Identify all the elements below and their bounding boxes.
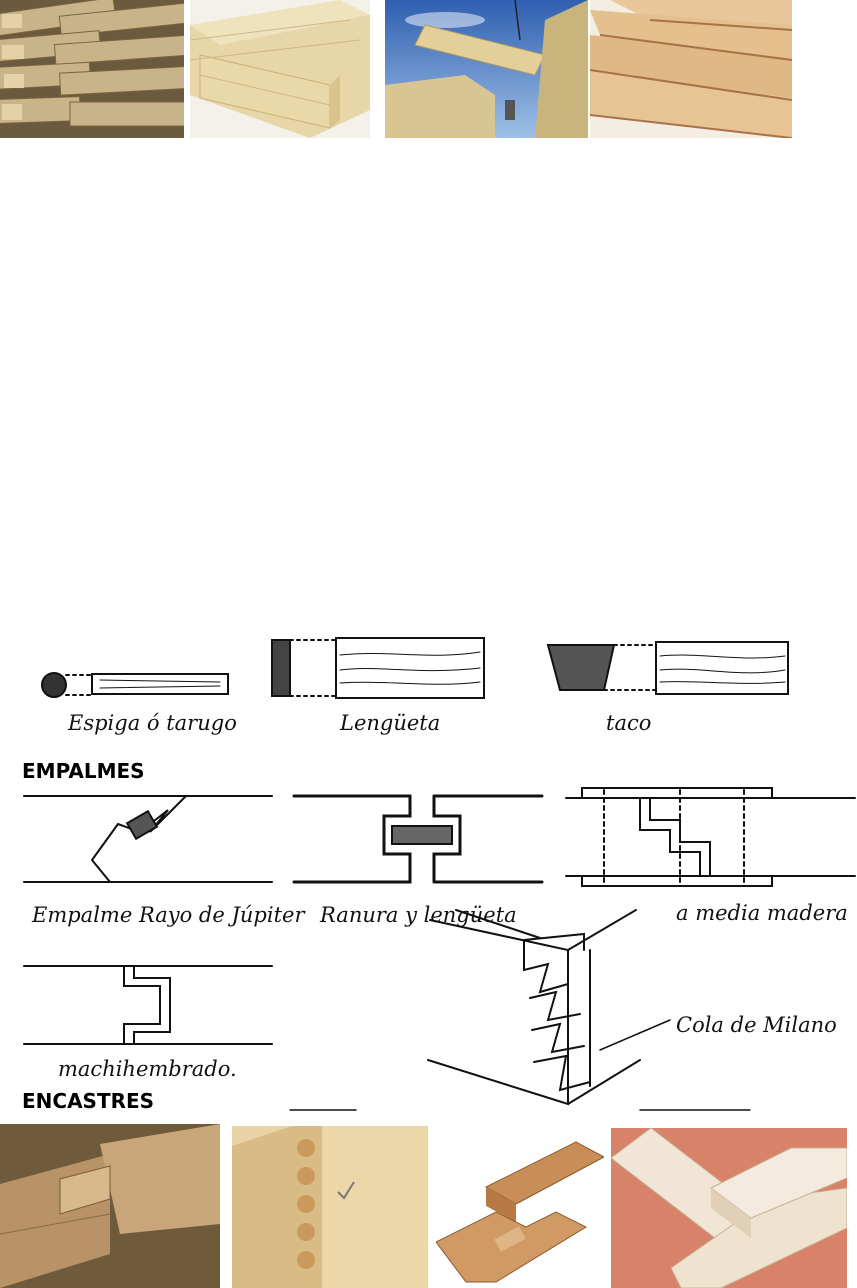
block-section (548, 645, 614, 690)
block-board (656, 642, 788, 694)
photo-laminated-beams (190, 0, 370, 138)
label-espiga: Espiga ó tarugo (68, 711, 237, 735)
photo-stacked-lumber (0, 0, 184, 138)
dowel-section (42, 673, 66, 697)
label-taco: taco (606, 711, 652, 735)
label-lengueta: Lengüeta (340, 711, 441, 735)
tongue-board (336, 638, 484, 698)
photo-lap-joint (436, 1132, 604, 1288)
heading-encastres: ENCASTRES (22, 1089, 155, 1113)
label-machihembrado: machihembrado. (58, 1057, 237, 1081)
dowel-bar (92, 674, 228, 694)
label-ranura-lengueta: Ranura y lengüeta (320, 903, 517, 927)
photo-dowel-joint (232, 1126, 428, 1288)
heading-empalmes: EMPALMES (22, 759, 145, 783)
wood-joints-sketch (0, 620, 857, 1120)
tongue-groove-joint (124, 966, 170, 1044)
label-rayo-jupiter: Empalme Rayo de Júpiter (32, 903, 305, 927)
label-cola-milano: Cola de Milano (676, 1013, 837, 1037)
photo-plywood-sheets (590, 0, 792, 138)
photo-clt-panel-crane (385, 0, 588, 138)
photo-cross-lap-joint (611, 1128, 847, 1288)
scarf-joint (92, 796, 198, 882)
label-media-madera: a media madera (676, 901, 848, 925)
photo-mortise-tenon (0, 1124, 220, 1288)
tongue-section (272, 640, 290, 696)
